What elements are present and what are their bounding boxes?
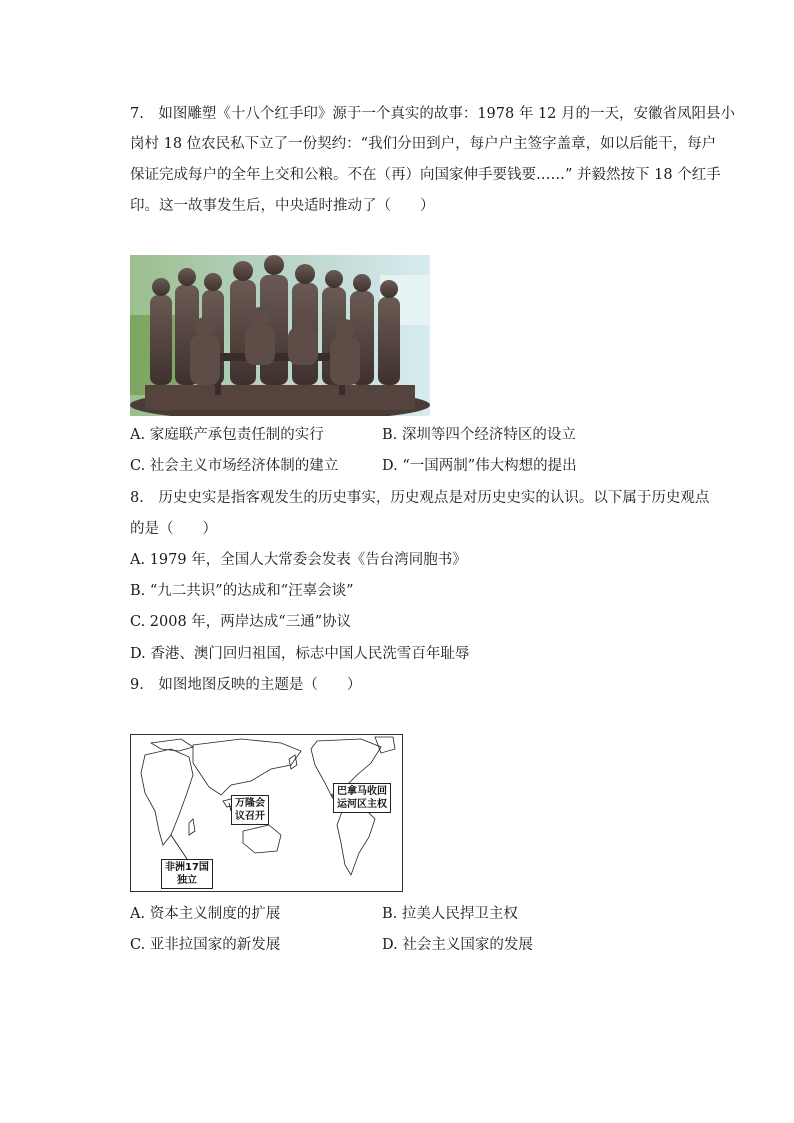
q8-option-a[interactable]: A. 1979 年，全国人大常委会发表《告台湾同胞书》 xyxy=(130,552,467,568)
q9-option-c[interactable]: C. 亚非拉国家的新发展 xyxy=(130,937,281,953)
map-label-bandung xyxy=(231,795,269,825)
map-label-bandung-line-2: 议召开 xyxy=(235,811,265,822)
q8-stem-line-2: 的是（ ） xyxy=(130,521,217,537)
map-label-africa xyxy=(161,859,213,889)
q7-stem-line-3: 保证完成每户的全年上交和公粮。不在（再）向国家伸手要钱要……” 并毅然按下 18 个红手 xyxy=(130,167,721,183)
q9-option-b[interactable]: B. 拉美人民捍卫主权 xyxy=(382,906,518,922)
q8-stem-line-1: 8. 历史史实是指客观发生的历史事实，历史观点是对历史史实的认识。以下属于历史观点 xyxy=(130,490,710,506)
q9-stem: 9. 如图地图反映的主题是（ ） xyxy=(130,677,362,693)
q7-option-c[interactable]: C. 社会主义市场经济体制的建立 xyxy=(130,458,339,474)
q8-option-c[interactable]: C. 2008 年，两岸达成“三通”协议 xyxy=(130,614,352,630)
q7-stem-line-2: 岗村 18 位农民私下立了一份契约：“我们分田到户，每户户主签字盖章，如以后能干，每户 xyxy=(130,136,717,152)
map-label-panama xyxy=(333,783,391,813)
map-label-bandung-line-1: 万隆会 xyxy=(235,798,265,809)
map-label-panama-line-1: 巴拿马收回 xyxy=(337,786,387,797)
map-label-africa-line-2: 独立 xyxy=(176,875,197,886)
q9-option-d[interactable]: D. 社会主义国家的发展 xyxy=(382,937,533,953)
q8-option-d[interactable]: D. 香港、澳门回归祖国，标志中国人民洗雪百年耻辱 xyxy=(130,646,470,662)
q7-option-d[interactable]: D. “一国两制”伟大构想的提出 xyxy=(382,458,577,474)
q7-stem-line-4: 印。这一故事发生后，中央适时推动了（ ） xyxy=(130,198,435,214)
q8-option-b[interactable]: B. “九二共识”的达成和“汪辜会谈” xyxy=(130,583,354,599)
q7-stem-line-1: 7. 如图雕塑《十八个红手印》源于一个真实的故事：1978 年 12 月的一天，安徽省凤阳县小 xyxy=(130,106,736,122)
q7-option-b[interactable]: B. 深圳等四个经济特区的设立 xyxy=(382,427,576,443)
sculpture-photo xyxy=(130,255,430,416)
q7-option-a[interactable]: A. 家庭联产承包责任制的实行 xyxy=(130,427,324,443)
map-label-africa-line-1: 非洲17国 xyxy=(165,862,209,873)
q9-option-a[interactable]: A. 资本主义制度的扩展 xyxy=(130,906,281,922)
map-label-panama-line-2: 运河区主权 xyxy=(337,799,387,810)
world-map xyxy=(130,734,403,892)
